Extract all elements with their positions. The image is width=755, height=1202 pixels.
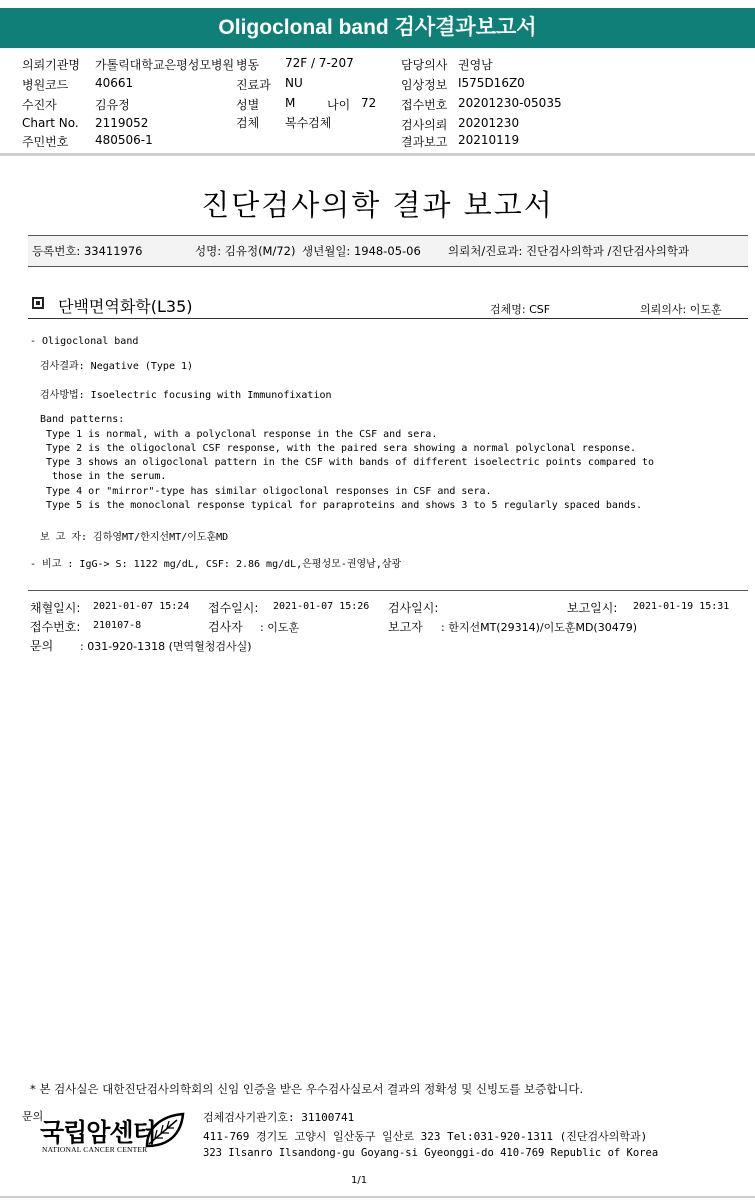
bottom-divider — [0, 1196, 755, 1198]
label-result-report: 결과보고 — [401, 135, 448, 149]
band-type-3-cont: those in the serum. — [52, 471, 167, 482]
leaf-logo-icon — [143, 1112, 187, 1150]
receipt-number-label: 접수번호: — [30, 620, 81, 634]
tester-value: : 이도훈 — [260, 621, 300, 634]
reporter-label: 보고자 — [388, 620, 423, 634]
value-requesting-institution: 가톨릭대학교은평성모병원 — [95, 58, 235, 72]
header-divider — [0, 153, 755, 156]
label-resident-no: 주민번호 — [22, 135, 69, 149]
label-department: 진료과 — [236, 78, 271, 92]
receipt-time-value: 2021-01-07 15:26 — [273, 601, 370, 612]
page-number: 1/1 — [351, 1175, 368, 1186]
value-clinical-info: I575D16Z0 — [458, 76, 525, 90]
report-title: 진단검사의학 결과 보고서 — [201, 188, 554, 222]
section-header — [28, 292, 748, 319]
value-hospital-code: 40661 — [95, 76, 134, 90]
label-patient: 수진자 — [22, 98, 57, 112]
band-type-5: Type 5 is the monoclonal response typical for paraproteins and shows 3 to 5 regularly spaced bands. — [46, 500, 643, 511]
footer-divider — [28, 590, 748, 591]
inquiry-value: : 031-920-1318 (면역혈청검사실) — [80, 640, 252, 653]
requesting-department: 의뢰처/진료과: 진단검사의학과 /진단검사의학과 — [448, 244, 690, 258]
value-test-request: 20201230 — [458, 116, 520, 130]
test-time-label: 검사일시: — [388, 601, 439, 615]
value-ward: 72F / 7-207 — [285, 56, 354, 70]
inquiry-small-label: 문의 — [22, 1110, 44, 1123]
certification-note: * 본 검사실은 대한진단검사의학회의 신임 인증을 받은 우수검사실로서 결과의 정확성 및 신빙도를 보증합니다. — [30, 1082, 584, 1096]
report-header-title: Oligoclonal band 검사결과보고서 — [0, 8, 755, 48]
section-square-icon — [32, 297, 44, 309]
address-korean: 411-769 경기도 고양시 일산동구 일산로 323 Tel:031-920-1311 (진단검사의학과) — [203, 1130, 648, 1143]
band-type-3: Type 3 shows an oligoclonal pattern in the CSF with bands of different isoelectric points compared to — [46, 457, 655, 468]
receipt-time-label: 접수일시: — [208, 601, 259, 615]
test-result-line: 검사결과: Negative (Type 1) — [40, 361, 194, 372]
value-resident-no: 480506-1 — [95, 133, 153, 147]
value-department: NU — [285, 76, 303, 90]
label-receipt-number: 접수번호 — [401, 98, 448, 112]
band-patterns-heading: Band patterns: — [40, 414, 125, 425]
band-type-4: Type 4 or "mirror"-type has similar oligoclonal responses in CSF and sera. — [46, 486, 492, 497]
registration-info-bar — [28, 235, 748, 267]
value-chart-no: 2119052 — [95, 116, 149, 130]
test-name-line: - Oligoclonal band — [30, 336, 139, 347]
section-title: 단백면역화학(L35) — [58, 297, 193, 316]
value-receipt-number: 20201230-05035 — [458, 96, 562, 110]
label-chart-no: Chart No. — [22, 116, 79, 130]
tester-label: 검사자 — [208, 620, 243, 634]
report-time-value: 2021-01-19 15:31 — [633, 601, 730, 612]
value-sex: M — [285, 96, 296, 110]
value-doctor-in-charge: 권영남 — [458, 58, 493, 72]
label-test-request: 검사의뢰 — [401, 118, 448, 132]
birth-date: 생년월일: 1948-05-06 — [302, 244, 421, 258]
registration-number: 등록번호: 33411976 — [32, 244, 143, 258]
org-code: 검체검사기관기호: 31100741 — [203, 1111, 355, 1124]
national-cancer-center-logo — [40, 1112, 190, 1156]
label-hospital-code: 병원코드 — [22, 78, 69, 92]
reporters-line: 보 고 자: 김하영MT/한지선MT/이도훈MD — [40, 532, 229, 543]
patient-name: 성명: 김유정(M/72) — [195, 244, 296, 258]
label-age: 나이 — [327, 98, 351, 112]
receipt-number-value: 210107-8 — [93, 620, 142, 631]
requesting-doctor: 의뢰의사: 이도훈 — [640, 303, 722, 316]
label-sex: 성별 — [236, 98, 260, 112]
inquiry-label: 문의 — [30, 639, 54, 653]
address-english: 323 Ilsanro Ilsandong-gu Goyang-si Gyeonggi-do 410-769 Republic of Korea — [203, 1147, 659, 1159]
collection-time-label: 채혈일시: — [30, 601, 81, 615]
test-method-line: 검사방법: Isoelectric focusing with Immunofixation — [40, 390, 332, 401]
remarks-line: - 비고 : IgG-> S: 1122 mg/dL, CSF: 2.86 mg/dL,은평성모-권영남,삼광 — [30, 559, 402, 570]
logo-english-text: NATIONAL CANCER CENTER — [42, 1145, 148, 1154]
label-ward: 병동 — [236, 58, 260, 72]
label-doctor-in-charge: 담당의사 — [401, 58, 448, 72]
value-age: 72 — [361, 96, 377, 110]
specimen-name: 검체명: CSF — [490, 303, 551, 316]
reporter-value: : 한지선MT(29314)/이도훈MD(30479) — [441, 621, 637, 634]
value-patient: 김유정 — [95, 98, 130, 112]
label-clinical-info: 임상정보 — [401, 78, 448, 92]
collection-time-value: 2021-01-07 15:24 — [93, 601, 190, 612]
value-specimen: 복수검체 — [285, 116, 332, 130]
band-type-2: Type 2 is the oligoclonal CSF response, with the paired sera showing a normal polyclonal response. — [46, 443, 637, 454]
value-result-report: 20210119 — [458, 133, 520, 147]
report-time-label: 보고일시: — [567, 601, 618, 615]
label-specimen: 검체 — [236, 116, 260, 130]
logo-korean-text: 국립암센터 — [40, 1118, 156, 1147]
band-type-1: Type 1 is normal, with a polyclonal response in the CSF and sera. — [46, 429, 438, 440]
label-requesting-institution: 의뢰기관명 — [22, 58, 80, 72]
